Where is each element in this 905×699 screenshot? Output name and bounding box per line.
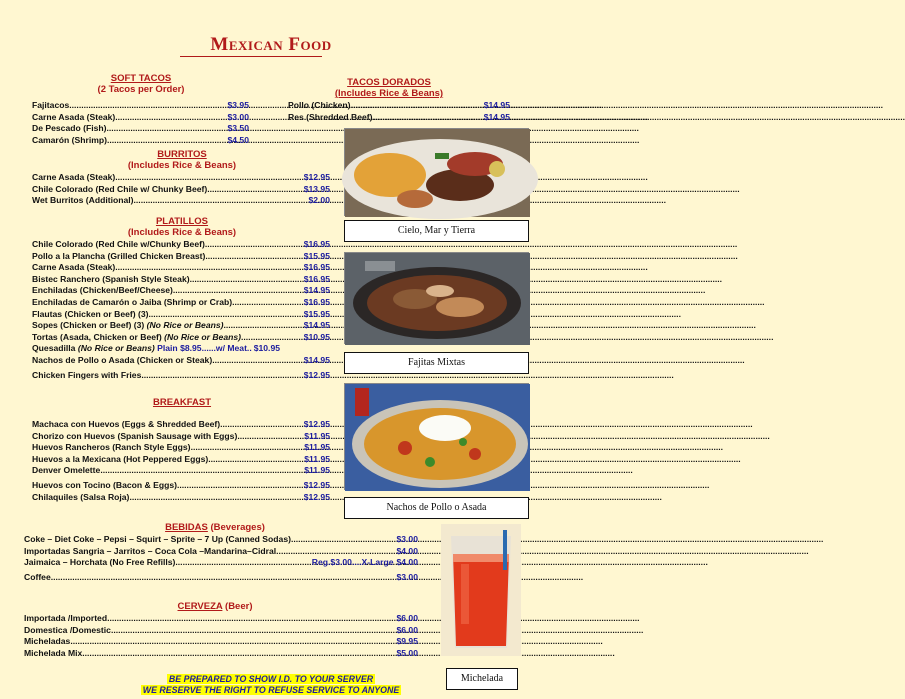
platillos-list bbox=[32, 239, 330, 381]
menu-item: Flautas (Chicken or Beef) (3) ..... $15.95 bbox=[32, 309, 330, 321]
item-note: (No Rice or Beans) bbox=[146, 320, 224, 331]
cerveza-list bbox=[24, 613, 418, 659]
bebidas-list bbox=[24, 534, 418, 583]
caption-photo4: Michelada bbox=[446, 668, 518, 690]
menu-item: Camarón (Shrimp) ..... $4.50 bbox=[32, 135, 249, 147]
tacos-dorados-sub: (Includes Rice & Beans) bbox=[334, 88, 444, 99]
caption-photo3: Nachos de Pollo o Asada bbox=[344, 497, 529, 519]
tacos-dorados-heading bbox=[330, 77, 448, 99]
menu-item: Chilaquiles (Salsa Roja) ..... $12.95 bbox=[32, 492, 330, 504]
page-title: Mexican Food bbox=[210, 34, 332, 55]
menu-item: Carne Asada (Steak) ..... $16.95 bbox=[32, 262, 330, 274]
item-extra: Plain $8.95......w/ Meat.. bbox=[157, 343, 252, 354]
menu-item: Quesadilla (No Rice or Beans) Plain $8.95......w/ Meat.. $10.95 bbox=[32, 343, 281, 354]
menu-item: De Pescado (Fish) ..... $3.50 bbox=[32, 123, 249, 135]
menu-item: Sopes (Chicken or Beef) (3) (No Rice or Beans) ..... $14.95 bbox=[32, 320, 330, 332]
menu-item: Chile Colorado (Red Chile w/Chunky Beef) ..... $16.95 bbox=[32, 239, 330, 251]
burritos-list bbox=[32, 172, 330, 207]
menu-item: Coke – Diet Coke – Pepsi – Squirt – Sprite – 7 Up (Canned Sodas) ..... $3.00 bbox=[24, 534, 418, 546]
soft-tacos-list bbox=[32, 100, 249, 146]
burritos-title: BURRITOS bbox=[157, 149, 207, 160]
tacos-dorados-title: TACOS DORADOS bbox=[347, 77, 431, 88]
item-extra: Reg.$3.00....X-Large bbox=[311, 557, 394, 568]
photo-nachos bbox=[344, 383, 529, 490]
platillos-sub: (Includes Rice & Beans) bbox=[127, 227, 237, 238]
menu-item: Huevos Rancheros (Ranch Style Eggs) ..... $11.95 bbox=[32, 442, 330, 454]
breakfast-heading bbox=[98, 397, 266, 408]
soft-tacos-heading bbox=[62, 73, 220, 95]
menu-item: Michelada Mix ..... $5.00 bbox=[24, 648, 418, 660]
bebidas-note: (Beverages) bbox=[210, 522, 265, 533]
menu-item: Importadas Sangria – Jarritos – Coca Cola –Mandarina–Cidral ..... $4.00 bbox=[24, 546, 418, 558]
caption-photo1: Cielo, Mar y Tierra bbox=[344, 220, 529, 242]
menu-item: Fajitacos ..... $3.95 bbox=[32, 100, 249, 112]
burritos-sub: (Includes Rice & Beans) bbox=[127, 160, 237, 171]
menu-item: Jaimaica – Horchata (No Free Refills) ..... Reg.$3.00....X-Large $4.00 bbox=[24, 557, 418, 569]
menu-item: Coffee ..... $3.00 bbox=[24, 572, 418, 584]
breakfast-title: BREAKFAST bbox=[152, 397, 212, 408]
platillos-title: PLATILLOS bbox=[155, 216, 209, 227]
menu-item: Tortas (Asada, Chicken or Beef) (No Rice or Beans) ..... $10.95 bbox=[32, 332, 330, 344]
menu-item: Domestica /Domestic ..... $6.00 bbox=[24, 625, 418, 637]
menu-item: Enchiladas de Camarón o Jaiba (Shrimp or Crab) ..... $16.95 bbox=[32, 297, 330, 309]
menu-item: Bistec Ranchero (Spanish Style Steak) ..... $16.95 bbox=[32, 274, 330, 286]
bebidas-title: BEBIDAS bbox=[165, 522, 208, 533]
menu-item: Chile Colorado (Red Chile w/ Chunky Beef) ..... $13.95 bbox=[32, 184, 330, 196]
item-note: (No Rice or Beans) bbox=[164, 331, 242, 342]
footer-line1: BE PREPARED TO SHOW I.D. TO YOUR SERVER bbox=[168, 674, 374, 684]
menu-item: Importada /Imported ..... $6.00 bbox=[24, 613, 418, 625]
platillos-heading bbox=[98, 216, 266, 238]
tacos-dorados-list bbox=[288, 100, 510, 123]
menu-item: Enchiladas (Chicken/Beef/Cheese) ..... $14.95 bbox=[32, 285, 330, 297]
photo-fajitas-mixtas bbox=[344, 252, 529, 344]
photo-cielo-mar-tierra bbox=[344, 128, 529, 216]
menu-item: Res (Shredded Beef) ..... $14.95 bbox=[288, 112, 510, 124]
menu-item: Huevos con Tocino (Bacon & Eggs) ..... $12.95 bbox=[32, 480, 330, 492]
burritos-heading bbox=[98, 149, 266, 171]
cerveza-title: CERVEZA bbox=[177, 601, 223, 612]
soft-tacos-sub: (2 Tacos per Order) bbox=[97, 84, 185, 95]
bebidas-heading bbox=[130, 522, 300, 533]
menu-item: Nachos de Pollo o Asada (Chicken or Steak) ..... $14.95 bbox=[32, 355, 330, 367]
menu-item: Pollo (Chicken) ..... $14.95 bbox=[288, 100, 510, 112]
cerveza-note: (Beer) bbox=[225, 601, 253, 612]
menu-item: Carne Asada (Steak) ..... $3.00 bbox=[32, 112, 249, 124]
footer-note bbox=[0, 674, 542, 696]
photo-michelada bbox=[441, 524, 521, 656]
menu-item: Denver Omelette ..... $11.95 bbox=[32, 465, 330, 477]
breakfast-list bbox=[32, 419, 330, 503]
menu-item: Chicken Fingers with Fries ..... $12.95 bbox=[32, 370, 330, 382]
menu-item: Pollo a la Plancha (Grilled Chicken Breast) ..... $15.95 bbox=[32, 251, 330, 263]
menu-item: Chorizo con Huevos (Spanish Sausage with Eggs) ..... $11.95 bbox=[32, 431, 330, 443]
menu-item: Carne Asada (Steak) ..... $12.95 bbox=[32, 172, 330, 184]
footer-line2: WE RESERVE THE RIGHT TO REFUSE SERVICE TO ANYONE bbox=[142, 685, 400, 695]
menu-item: Wet Burritos (Additional) ..... $2.00 bbox=[32, 195, 330, 207]
cerveza-heading bbox=[140, 601, 290, 612]
item-note: (No Rice or Beans) bbox=[77, 343, 155, 354]
menu-item: Huevos a la Mexicana (Hot Peppered Eggs) ..... $11.95 bbox=[32, 454, 330, 466]
menu-item: Micheladas ..... $9.95 bbox=[24, 636, 418, 648]
caption-photo2: Fajitas Mixtas bbox=[344, 352, 529, 374]
title-underline bbox=[180, 56, 322, 57]
menu-item: Machaca con Huevos (Eggs & Shredded Beef) ..... $12.95 bbox=[32, 419, 330, 431]
soft-tacos-title: SOFT TACOS bbox=[110, 73, 172, 84]
